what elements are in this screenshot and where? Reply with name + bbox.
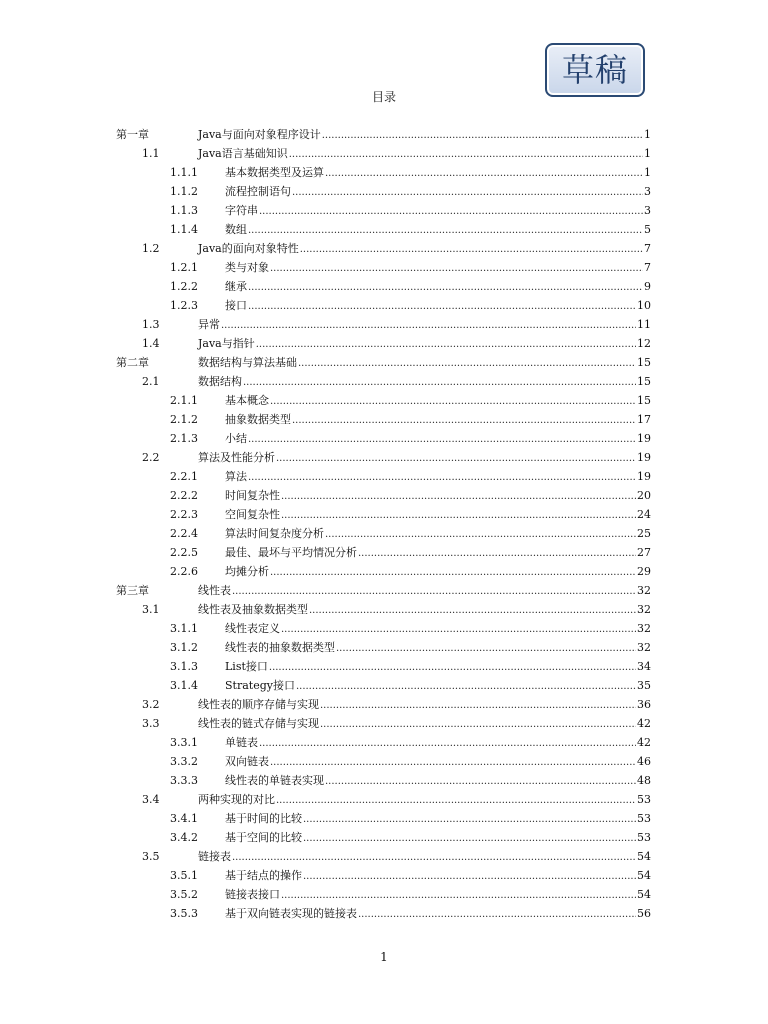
toc-entry-title: 均摊分析	[225, 565, 269, 578]
toc-entry-page: 42	[637, 736, 651, 749]
toc-entry-number: 1.1.2	[170, 185, 198, 198]
toc-entry[interactable]	[116, 562, 651, 581]
toc-entry-number: 2.2.3	[170, 508, 198, 521]
toc-entry-number: 1.2	[142, 242, 160, 255]
toc-entry[interactable]	[116, 524, 651, 543]
toc-entry-number: 3.4	[142, 793, 160, 806]
toc-entry-title: Java与面向对象程序设计	[198, 128, 321, 141]
toc-entry-number: 1.4	[142, 337, 160, 350]
toc-entry[interactable]	[116, 638, 651, 657]
toc-entry-number: 1.2.3	[170, 299, 198, 312]
toc-entry[interactable]	[116, 657, 651, 676]
toc-entry[interactable]	[116, 410, 651, 429]
toc-entry-title: 数据结构与算法基础	[198, 356, 297, 369]
toc-dot-leader	[281, 486, 636, 505]
page-number: 1	[380, 950, 388, 964]
toc-dot-leader	[248, 220, 643, 239]
toc-entry-page: 7	[644, 261, 651, 274]
toc-entry-title: 基于空间的比较	[225, 831, 302, 844]
toc-dot-leader	[276, 790, 636, 809]
toc-dot-leader	[270, 258, 643, 277]
toc-entry[interactable]	[116, 239, 651, 258]
toc-dot-leader	[309, 600, 636, 619]
toc-entry-number: 3.5	[142, 850, 160, 863]
toc-entry-page: 35	[637, 679, 651, 692]
toc-entry-page: 54	[637, 869, 651, 882]
toc-entry-number: 第三章	[116, 584, 149, 597]
toc-dot-leader	[248, 296, 636, 315]
toc-entry-page: 1	[644, 166, 651, 179]
toc-entry-title: 基于双向链表实现的链接表	[225, 907, 357, 920]
toc-dot-leader	[292, 410, 636, 429]
toc-entry-number: 1.1.4	[170, 223, 198, 236]
toc-entry[interactable]	[116, 296, 651, 315]
toc-dot-leader	[303, 809, 636, 828]
toc-entry-page: 53	[637, 812, 651, 825]
toc-entry-number: 1.1.3	[170, 204, 198, 217]
toc-entry[interactable]	[116, 543, 651, 562]
toc-entry-number: 2.2.1	[170, 470, 198, 483]
toc-entry-title: 线性表的单链表实现	[225, 774, 324, 787]
toc-dot-leader	[325, 163, 643, 182]
toc-entry[interactable]	[116, 790, 651, 809]
toc-dot-leader	[289, 144, 643, 163]
toc-entry-number: 3.4.2	[170, 831, 198, 844]
toc-entry-number: 3.1.1	[170, 622, 198, 635]
toc-entry-title: Java语言基础知识	[198, 147, 288, 160]
toc-entry-number: 2.1.2	[170, 413, 198, 426]
toc-dot-leader	[221, 315, 636, 334]
toc-entry-page: 32	[637, 603, 651, 616]
toc-entry-title: 小结	[225, 432, 247, 445]
toc-entry-number: 2.2.4	[170, 527, 198, 540]
toc-dot-leader	[336, 638, 636, 657]
toc-dot-leader	[358, 543, 636, 562]
toc-entry-title: 线性表及抽象数据类型	[198, 603, 308, 616]
toc-entry-page: 46	[637, 755, 651, 768]
toc-entry-title: 算法时间复杂度分析	[225, 527, 324, 540]
toc-entry-title: 接口	[225, 299, 247, 312]
toc-dot-leader	[281, 619, 636, 638]
toc-dot-leader	[296, 676, 636, 695]
toc-entry-number: 2.1	[142, 375, 160, 388]
toc-dot-leader	[303, 828, 636, 847]
toc-entry[interactable]	[116, 353, 651, 372]
toc-entry-title: 基本概念	[225, 394, 269, 407]
toc-entry[interactable]	[116, 809, 651, 828]
toc-entry-number: 第一章	[116, 128, 149, 141]
toc-entry-title: 链接表接口	[225, 888, 280, 901]
toc-entry-title: 双向链表	[225, 755, 269, 768]
toc-entry-page: 3	[644, 204, 651, 217]
toc-entry-title: 线性表的链式存储与实现	[198, 717, 319, 730]
toc-entry-page: 7	[644, 242, 651, 255]
toc-entry-number: 3.3.1	[170, 736, 198, 749]
toc-entry-page: 54	[637, 850, 651, 863]
toc-entry-page: 32	[637, 622, 651, 635]
toc-entry-title: List接口	[225, 660, 268, 673]
toc-entry[interactable]	[116, 828, 651, 847]
toc-dot-leader	[270, 391, 636, 410]
toc-entry-title: 线性表定义	[225, 622, 280, 635]
toc-entry-title: 基于时间的比较	[225, 812, 302, 825]
toc-entry[interactable]	[116, 733, 651, 752]
toc-entry[interactable]	[116, 581, 651, 600]
toc-entry-title: 空间复杂性	[225, 508, 280, 521]
toc-dot-leader	[298, 353, 636, 372]
toc-entry-title: 线性表的顺序存储与实现	[198, 698, 319, 711]
toc-entry-page: 25	[637, 527, 651, 540]
toc-entry-number: 第二章	[116, 356, 149, 369]
toc-entry-number: 1.2.2	[170, 280, 198, 293]
toc-entry-page: 19	[637, 470, 651, 483]
toc-entry-title: Strategy接口	[225, 679, 295, 692]
toc-entry-number: 3.4.1	[170, 812, 198, 825]
toc-dot-leader	[281, 505, 636, 524]
toc-entry[interactable]	[116, 486, 651, 505]
toc-entry[interactable]	[116, 676, 651, 695]
toc-entry-page: 11	[637, 318, 651, 331]
toc-entry-number: 2.2	[142, 451, 160, 464]
toc-entry-title: 继承	[225, 280, 247, 293]
toc-entry-number: 3.1	[142, 603, 160, 616]
toc-entry-page: 15	[637, 375, 651, 388]
toc-entry-page: 29	[637, 565, 651, 578]
toc-dot-leader	[292, 182, 643, 201]
toc-entry-number: 1.2.1	[170, 261, 198, 274]
toc-entry-number: 3.3.2	[170, 755, 198, 768]
toc-entry[interactable]	[116, 220, 651, 239]
toc-entry-title: 数组	[225, 223, 247, 236]
toc-entry-number: 3.2	[142, 698, 160, 711]
toc-entry-page: 12	[637, 337, 651, 350]
toc-dot-leader	[243, 372, 636, 391]
toc-entry-page: 19	[637, 451, 651, 464]
toc-entry-title: 最佳、最坏与平均情况分析	[225, 546, 357, 559]
toc-entry-title: 类与对象	[225, 261, 269, 274]
toc-entry-number: 3.5.3	[170, 907, 198, 920]
toc-dot-leader	[303, 866, 636, 885]
toc-entry-number: 3.3.3	[170, 774, 198, 787]
toc-dot-leader	[232, 581, 636, 600]
toc-entry-title: 线性表的抽象数据类型	[225, 641, 335, 654]
toc-entry-number: 2.2.5	[170, 546, 198, 559]
toc-entry-page: 27	[637, 546, 651, 559]
toc-dot-leader	[232, 847, 636, 866]
toc-entry[interactable]	[116, 334, 651, 353]
toc-entry[interactable]	[116, 258, 651, 277]
toc-entry-title: Java的面向对象特性	[198, 242, 299, 255]
toc-entry[interactable]	[116, 771, 651, 790]
toc-entry-title: 异常	[198, 318, 220, 331]
toc-entry-page: 24	[637, 508, 651, 521]
toc-entry-page: 56	[637, 907, 651, 920]
toc-entry-number: 3.5.1	[170, 869, 198, 882]
toc-entry-title: 时间复杂性	[225, 489, 280, 502]
toc-dot-leader	[270, 562, 636, 581]
toc-entry-page: 53	[637, 793, 651, 806]
toc-entry-number: 2.2.2	[170, 489, 198, 502]
toc-title: 目录	[371, 90, 396, 104]
toc-entry-number: 1.1.1	[170, 166, 198, 179]
toc-entry[interactable]	[116, 619, 651, 638]
toc-entry[interactable]	[116, 448, 651, 467]
toc-dot-leader	[259, 201, 643, 220]
toc-entry[interactable]	[116, 391, 651, 410]
toc-entry[interactable]	[116, 467, 651, 486]
toc-dot-leader	[276, 448, 636, 467]
toc-entry-title: 流程控制语句	[225, 185, 291, 198]
toc-entry[interactable]	[116, 695, 651, 714]
toc-dot-leader	[259, 733, 636, 752]
table-of-contents	[116, 125, 651, 923]
toc-entry-title: 算法及性能分析	[198, 451, 275, 464]
toc-dot-leader	[320, 695, 636, 714]
toc-entry[interactable]	[116, 866, 651, 885]
toc-entry-number: 3.3	[142, 717, 160, 730]
toc-entry-title: 基本数据类型及运算	[225, 166, 324, 179]
toc-entry-page: 53	[637, 831, 651, 844]
toc-dot-leader	[320, 714, 636, 733]
toc-entry-page: 15	[637, 394, 651, 407]
toc-dot-leader	[325, 771, 636, 790]
toc-entry[interactable]	[116, 201, 651, 220]
toc-entry-page: 10	[637, 299, 651, 312]
toc-entry-page: 32	[637, 641, 651, 654]
toc-entry[interactable]	[116, 429, 651, 448]
toc-entry-title: Java与指针	[198, 337, 255, 350]
toc-dot-leader	[300, 239, 643, 258]
toc-entry[interactable]	[116, 714, 651, 733]
toc-entry-page: 5	[644, 223, 651, 236]
toc-entry-page: 9	[644, 280, 651, 293]
toc-entry[interactable]	[116, 885, 651, 904]
toc-entry-page: 54	[637, 888, 651, 901]
toc-entry-page: 48	[637, 774, 651, 787]
toc-entry-page: 15	[637, 356, 651, 369]
toc-entry-page: 42	[637, 717, 651, 730]
toc-entry[interactable]	[116, 125, 651, 144]
toc-dot-leader	[248, 277, 643, 296]
toc-entry-title: 两种实现的对比	[198, 793, 275, 806]
toc-entry[interactable]	[116, 163, 651, 182]
toc-dot-leader	[281, 885, 636, 904]
toc-entry-number: 3.1.2	[170, 641, 198, 654]
toc-entry-title: 链接表	[198, 850, 231, 863]
toc-entry-title: 线性表	[198, 584, 231, 597]
toc-entry-title: 字符串	[225, 204, 258, 217]
toc-entry-number: 1.3	[142, 318, 160, 331]
toc-dot-leader	[322, 125, 643, 144]
toc-dot-leader	[256, 334, 636, 353]
toc-entry[interactable]	[116, 904, 651, 923]
toc-entry-page: 19	[637, 432, 651, 445]
toc-entry-number: 2.1.1	[170, 394, 198, 407]
toc-dot-leader	[248, 467, 636, 486]
toc-entry[interactable]	[116, 752, 651, 771]
toc-entry-number: 3.5.2	[170, 888, 198, 901]
toc-entry-number: 2.1.3	[170, 432, 198, 445]
toc-entry-number: 2.2.6	[170, 565, 198, 578]
toc-entry[interactable]	[116, 277, 651, 296]
toc-entry-page: 17	[637, 413, 651, 426]
toc-entry-page: 32	[637, 584, 651, 597]
toc-dot-leader	[248, 429, 636, 448]
toc-entry-title: 基于结点的操作	[225, 869, 302, 882]
toc-entry-page: 1	[644, 147, 651, 160]
toc-entry[interactable]	[116, 600, 651, 619]
toc-entry[interactable]	[116, 182, 651, 201]
toc-entry[interactable]	[116, 315, 651, 334]
toc-entry[interactable]	[116, 505, 651, 524]
toc-entry-number: 1.1	[142, 147, 160, 160]
toc-dot-leader	[358, 904, 636, 923]
toc-dot-leader	[325, 524, 636, 543]
toc-entry-number: 3.1.4	[170, 679, 198, 692]
toc-entry-page: 20	[637, 489, 651, 502]
toc-dot-leader	[269, 657, 636, 676]
toc-entry-page: 34	[637, 660, 651, 673]
toc-entry-page: 36	[637, 698, 651, 711]
toc-entry-title: 数据结构	[198, 375, 242, 388]
toc-entry-title: 算法	[225, 470, 247, 483]
toc-entry-title: 单链表	[225, 736, 258, 749]
toc-entry-title: 抽象数据类型	[225, 413, 291, 426]
toc-entry[interactable]	[116, 372, 651, 391]
toc-entry-number: 3.1.3	[170, 660, 198, 673]
toc-entry-page: 3	[644, 185, 651, 198]
toc-entry[interactable]	[116, 847, 651, 866]
toc-dot-leader	[270, 752, 636, 771]
toc-entry-page: 1	[644, 128, 651, 141]
draft-stamp-text: 草稿	[561, 51, 628, 89]
toc-entry[interactable]	[116, 144, 651, 163]
